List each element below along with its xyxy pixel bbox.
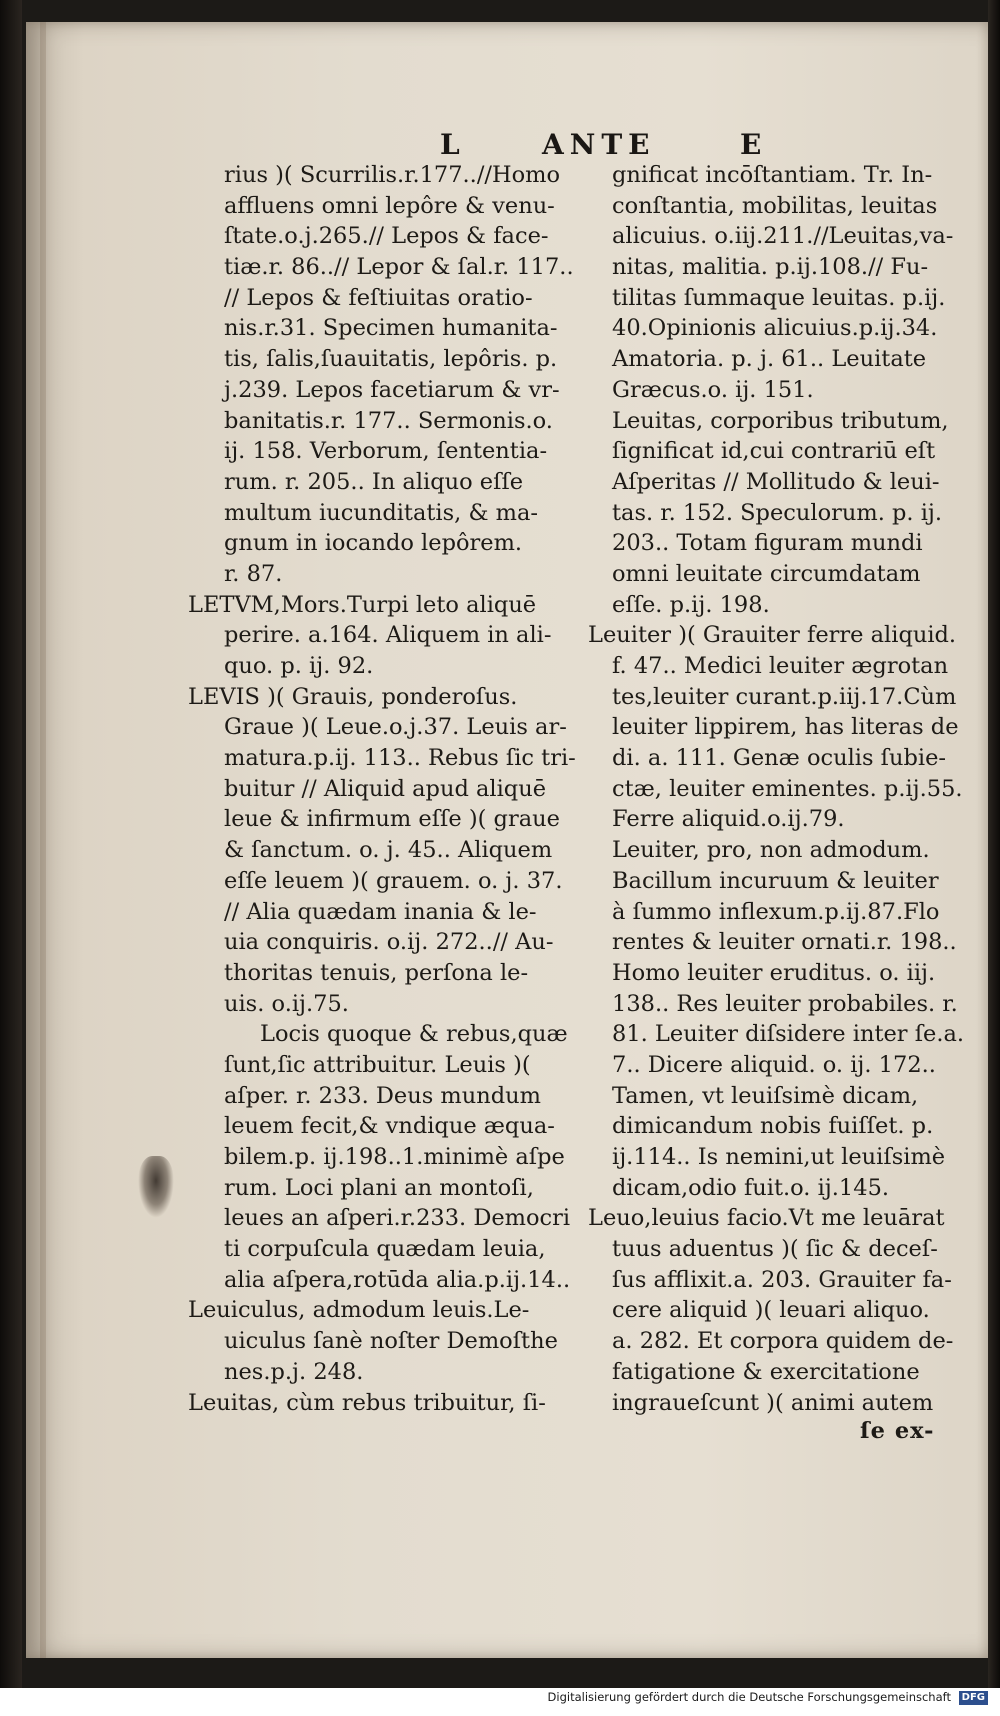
text-line: Tamen, vt leuiſsimè dicam, bbox=[612, 1082, 919, 1109]
text-line: leue & infirmum eſſe )( graue bbox=[224, 806, 560, 833]
text-line: tas. r. 152. Speculorum. p. ij. bbox=[612, 499, 943, 526]
text-line: nitas, malitia. p.ij.108.// Fu- bbox=[612, 254, 929, 281]
running-header bbox=[440, 128, 780, 164]
text-line: rius )( Scurrilis.r.177..//Homo bbox=[224, 162, 561, 188]
text-line: ij.114.. Is nemini,ut leuiſsimè bbox=[612, 1144, 946, 1170]
text-line: ingraueſcunt )( animi autem bbox=[612, 1389, 934, 1416]
text-line: ti corpuſcula quædam leuia, bbox=[224, 1236, 546, 1263]
text-line: ſus afflixit.a. 203. Grauiter fa- bbox=[612, 1266, 952, 1293]
text-line: di. a. 111. Genæ oculis ſubie- bbox=[612, 745, 947, 772]
text-line: buitur // Aliquid apud aliquē bbox=[224, 775, 547, 802]
text-line: Amatoria. p. j. 61.. Leuitate bbox=[612, 346, 927, 373]
text-line: matura.p.ij. 113.. Rebus ſic tri- bbox=[224, 745, 576, 772]
text-line: leues an aſperi.r.233. Democri bbox=[224, 1205, 571, 1232]
text-line: LEVIS )( Grauis, ponderoſus. bbox=[188, 683, 518, 710]
binding-edge-right bbox=[988, 0, 1000, 1688]
text-line: aſper. r. 233. Deus mundum bbox=[224, 1082, 541, 1109]
right-text-column bbox=[588, 160, 984, 1418]
text-line: alia aſpera,rotūda alia.p.ij.14.. bbox=[224, 1266, 571, 1293]
text-line: // Alia quædam inania & le- bbox=[224, 898, 537, 925]
dfg-logo: DFG bbox=[959, 1691, 988, 1705]
text-line: bilem.p. ij.198..1.minimè aſpe bbox=[224, 1144, 565, 1170]
text-line: omni leuitate circumdatam bbox=[612, 560, 921, 587]
text-line: Graue )( Leue.o.j.37. Leuis ar- bbox=[224, 714, 567, 741]
text-line: Leuiculus, admodum leuis.Le- bbox=[188, 1297, 530, 1324]
text-line: f. 47.. Medici leuiter ægrotan bbox=[612, 653, 949, 679]
text-line: ſignificat id,cui contrariū eſt bbox=[612, 438, 936, 465]
header-right: E bbox=[740, 128, 764, 161]
text-line: alicuius. o.iij.211.//Leuitas,va- bbox=[612, 223, 954, 250]
text-line: Homo leuiter eruditus. o. iij. bbox=[612, 959, 936, 986]
text-line: conſtantia, mobilitas, leuitas bbox=[612, 192, 938, 219]
text-line: leuiter lippirem, has literas de bbox=[612, 714, 959, 741]
text-line: gnificat incōſtantiam. Tr. In- bbox=[612, 162, 933, 188]
text-line: j.239. Lepos facetiarum & vr- bbox=[224, 376, 560, 403]
text-line: ſunt,ſic attribuitur. Leuis )( bbox=[224, 1051, 531, 1078]
text-line: Græcus.o. ij. 151. bbox=[612, 376, 814, 403]
text-line: tes,leuiter curant.p.iij.17.Cùm bbox=[612, 683, 957, 710]
text-line: 40.Opinionis alicuius.p.ij.34. bbox=[612, 315, 938, 342]
text-line: Locis quoque & rebus,quæ bbox=[260, 1021, 568, 1048]
text-line: tuus aduentus )( ſic & deceſ- bbox=[612, 1236, 938, 1263]
text-line: 7.. Dicere aliquid. o. ij. 172.. bbox=[612, 1051, 936, 1078]
text-line: affluens omni lepôre & venu- bbox=[224, 192, 555, 219]
text-line: gnum in iocando lepôrem. bbox=[224, 530, 523, 557]
header-left: L bbox=[440, 128, 462, 161]
text-line: eſſe. p.ij. 198. bbox=[612, 591, 770, 618]
text-line: à ſummo inflexum.p.ij.87.Flo bbox=[612, 898, 940, 925]
text-line: Ferre aliquid.o.ij.79. bbox=[612, 806, 845, 833]
text-line: fatigatione & exercitatione bbox=[612, 1358, 920, 1385]
header-center: ANTE bbox=[542, 128, 656, 161]
text-line: 138.. Res leuiter probabiles. r. bbox=[612, 990, 958, 1017]
text-line: ctæ, leuiter eminentes. p.ij.55. bbox=[612, 775, 963, 802]
ink-stain bbox=[138, 1156, 174, 1218]
text-line: 203.. Totam figuram mundi bbox=[612, 530, 923, 557]
text-line: dicam,odio fuit.o. ij.145. bbox=[612, 1174, 890, 1201]
text-line: perire. a.164. Aliquem in ali- bbox=[224, 622, 552, 649]
text-line: uia conquiris. o.ij. 272..// Au- bbox=[224, 929, 554, 956]
text-line: Bacillum incuruum & leuiter bbox=[612, 867, 939, 894]
text-line: // Lepos & feſtiuitas oratio- bbox=[224, 284, 533, 311]
text-line: quo. p. ij. 92. bbox=[224, 653, 374, 679]
text-line: rum. r. 205.. In aliquo eſſe bbox=[224, 468, 524, 495]
text-line: eſſe leuem )( grauem. o. j. 37. bbox=[224, 867, 563, 894]
gutter-fold bbox=[40, 22, 46, 1658]
left-text-column bbox=[188, 160, 604, 1418]
text-line: nis.r.31. Specimen humanita- bbox=[224, 315, 558, 342]
text-line: a. 282. Et corpora quidem de- bbox=[612, 1328, 954, 1355]
text-line: rum. Loci plani an montoſi, bbox=[224, 1174, 534, 1201]
credit-text: Digitalisierung gefördert durch die Deutsche Forschungsgemeinschaft bbox=[547, 1690, 951, 1704]
text-line: Leuo,leuius facio.Vt me leuārat bbox=[588, 1205, 945, 1232]
text-line: Leuiter )( Grauiter ferre aliquid. bbox=[588, 622, 957, 649]
catchword: ſe ex- bbox=[860, 1418, 935, 1444]
text-line: multum iucunditatis, & ma- bbox=[224, 499, 538, 526]
text-line: banitatis.r. 177.. Sermonis.o. bbox=[224, 407, 553, 434]
text-line: ij. 158. Verborum, ſententia- bbox=[224, 438, 548, 465]
text-line: dimicandum nobis fuiſſet. p. bbox=[612, 1113, 934, 1140]
text-line: & ſanctum. o. j. 45.. Aliquem bbox=[224, 837, 553, 864]
binding-edge-left bbox=[0, 0, 22, 1688]
text-line: Leuiter, pro, non admodum. bbox=[612, 837, 930, 864]
text-line: uis. o.ij.75. bbox=[224, 990, 349, 1017]
text-line: tilitas ſummaque leuitas. p.ij. bbox=[612, 284, 946, 311]
text-line: tis, ſalis,ſuauitatis, lepôris. p. bbox=[224, 346, 558, 373]
text-line: r. 87. bbox=[224, 560, 283, 587]
text-line: cere aliquid )( leuari aliquo. bbox=[612, 1297, 930, 1324]
text-line: leuem fecit,& vndique æqua- bbox=[224, 1113, 555, 1140]
text-line: LETVM,Mors.Turpi leto aliquē bbox=[188, 591, 537, 618]
text-line: Leuitas, corporibus tributum, bbox=[612, 407, 949, 434]
digitization-credit bbox=[0, 1690, 988, 1712]
text-line: ſtate.o.j.265.// Lepos & face- bbox=[224, 223, 549, 250]
text-line: rentes & leuiter ornati.r. 198.. bbox=[612, 929, 957, 956]
text-line: uiculus ſanè noſter Demoſthe bbox=[224, 1328, 558, 1355]
text-line: thoritas tenuis, perſona le- bbox=[224, 959, 529, 986]
text-line: 81. Leuiter diſsidere inter ſe.a. bbox=[612, 1021, 965, 1048]
text-line: Leuitas, cùm rebus tribuitur, ſi- bbox=[188, 1389, 546, 1416]
text-line: Aſperitas // Mollitudo & leui- bbox=[612, 468, 940, 495]
text-line: nes.p.j. 248. bbox=[224, 1358, 364, 1385]
text-line: tiæ.r. 86..// Lepor & ſal.r. 117.. bbox=[224, 254, 574, 281]
